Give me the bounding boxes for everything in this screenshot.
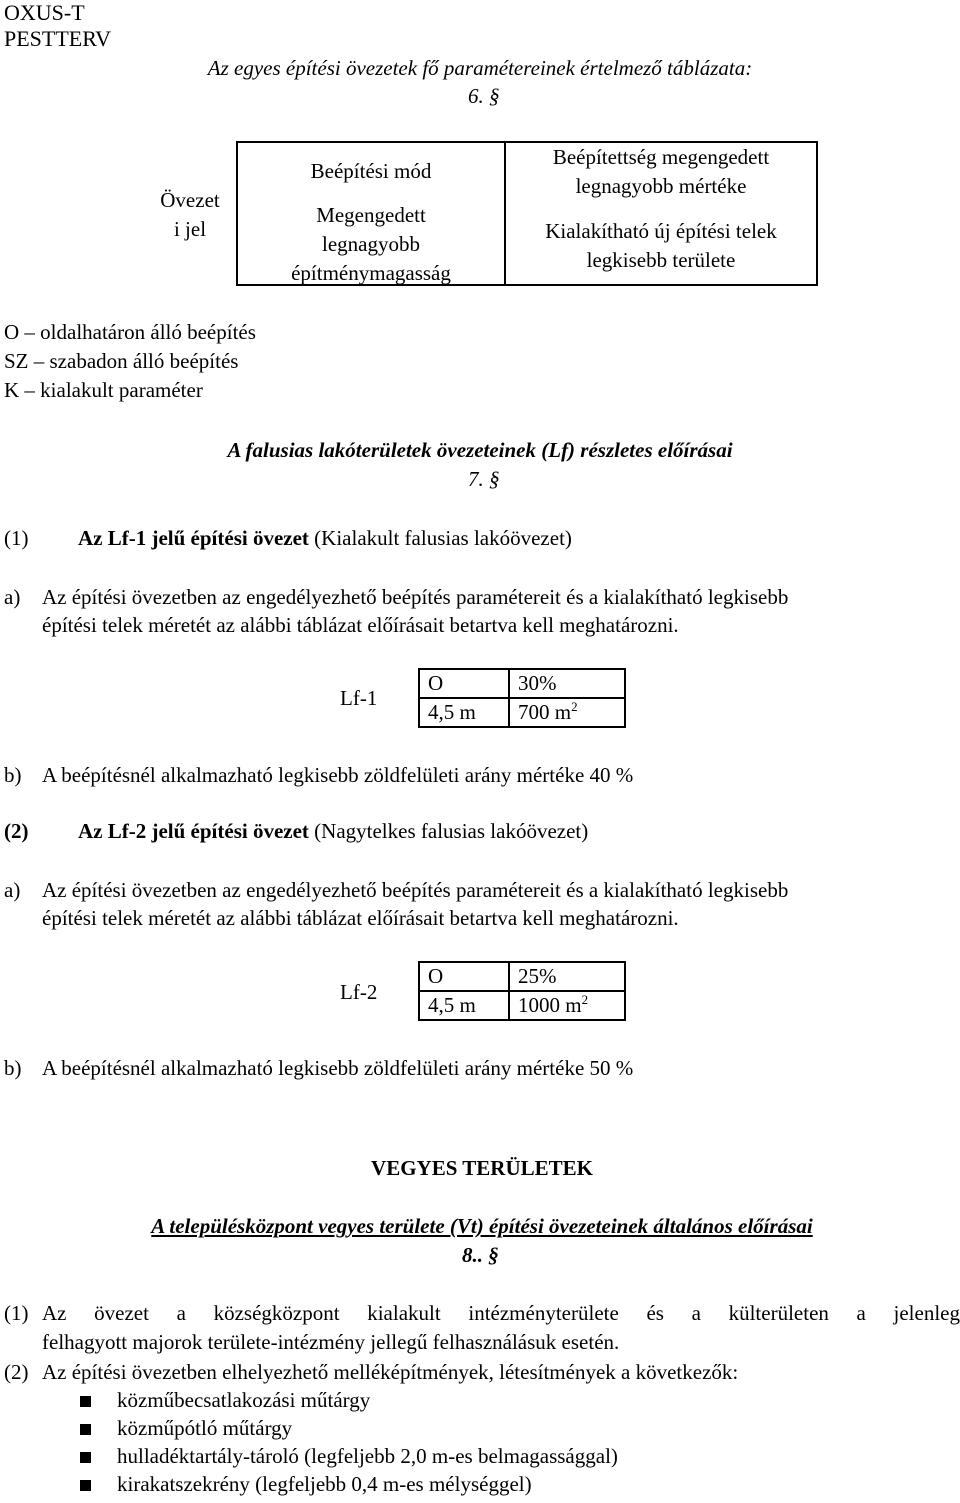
lf2-lot-cell: 1000 $m^2$ [509, 991, 625, 1020]
section-8-marker: 8.. § [462, 1243, 499, 1267]
list-item: kirakatszekrény (legfeljebb 0,4 m-es mélységgel) [117, 1472, 532, 1496]
lf2-coverage-cell: 25% [509, 962, 625, 991]
header-line-1: OXUS-T [4, 0, 85, 25]
lf1-a-line2: építési telek méretét az alábbi táblázat előírásait betartva kell meghatározni. [42, 613, 679, 637]
lf2-a-line2: építési telek méretét az alábbi táblázat előírásait betartva kell meghatározni. [42, 906, 679, 930]
vt-p1-line2: felhagyott majorok területe-intézmény jellegű felhasználásuk esetén. [42, 1330, 620, 1354]
lf2-height-cell: 4,5 m [419, 991, 509, 1020]
min-lot-header: Kialakítható új építési telek legkisebb területe [545, 219, 777, 272]
section-6-marker: 6. § [468, 84, 500, 108]
lf-section-title: A falusias lakóterületek övezeteinek (Lf) részletes előírásai [227, 438, 733, 462]
max-height-header: Megengedett legnagyobb építménymagasság [291, 203, 451, 285]
list-item: közműbecsatlakozási műtárgy [117, 1388, 371, 1412]
lf2-mode-cell: O [419, 962, 509, 991]
vt-p1-number: (1) [4, 1301, 29, 1325]
lf2-param-table [418, 961, 626, 1021]
main-title: Az egyes építési övezetek fő paramétereinek értelmező táblázata: [207, 56, 753, 80]
lf1-mode-cell: O [419, 669, 509, 698]
legend-table [236, 141, 818, 286]
lf1-title: Az Lf-1 jelű építési övezet (Kialakult falusias lakóövezet) [78, 526, 572, 550]
list-item: közműpótló műtárgy [117, 1416, 293, 1440]
lf1-param-table [418, 668, 626, 728]
abbreviation-list [4, 318, 256, 405]
square-bullet-icon [80, 1396, 91, 1407]
lf2-a-line1: Az építési övezetben az engedélyezhető beépítés paramétereit és a kialakítható legkisebb [42, 878, 789, 902]
lf1-height-cell: 4,5 m [419, 698, 509, 727]
lf1-b-text: A beépítésnél alkalmazható legkisebb zöldfelületi arány mértéke 40 % [42, 763, 634, 787]
vt-section-title: A településközpont vegyes területe (Vt) építési övezeteinek általános előírásai [151, 1214, 813, 1238]
lf1-lot-cell: 700 $m^2$ [509, 698, 625, 727]
lf2-number: (2) [4, 819, 29, 843]
lf2-a-label: a) [4, 878, 21, 902]
abbrev-sz: SZ – szabadon álló beépítés [4, 349, 239, 373]
lf1-coverage-cell: 30% [509, 669, 625, 698]
lf1-table-label: Lf-1 [340, 686, 378, 710]
header-line-2: PESTTERV [4, 26, 112, 51]
list-item: hulladéktartály-tároló (legfeljebb 2,0 m-es belmagassággal) [117, 1444, 618, 1468]
vt-p2-number: (2) [4, 1360, 29, 1384]
coverage-header: Beépítettség megengedett legnagyobb mértéke [552, 145, 770, 198]
zone-code-header: Övezet i jel [160, 188, 220, 241]
lf2-table-label: Lf-2 [340, 980, 378, 1004]
square-bullet-icon [80, 1480, 91, 1491]
lf2-title: Az Lf-2 jelű építési övezet (Nagytelkes falusias lakóövezet) [78, 819, 589, 843]
lf2-b-label: b) [4, 1056, 22, 1080]
square-bullet-icon [80, 1424, 91, 1435]
building-mode-header: Beépítési mód [310, 159, 432, 183]
abbrev-o: O – oldalhatáron álló beépítés [4, 320, 256, 344]
mixed-areas-heading: VEGYES TERÜLETEK [371, 1156, 593, 1180]
square-bullet-icon [80, 1452, 91, 1463]
lf1-number: (1) [4, 526, 29, 550]
abbrev-k: K – kialakult paraméter [4, 378, 203, 402]
section-7-marker: 7. § [468, 467, 500, 491]
vt-p2-line1: Az építési övezetben elhelyezhető melléképítmények, létesítmények a következők: [42, 1360, 739, 1384]
lf1-a-label: a) [4, 585, 21, 609]
vt-p1-line1: Az övezet a községközpont kialakult intézményterülete és a külterületen a jelenleg [42, 1301, 960, 1325]
lf1-a-line1: Az építési övezetben az engedélyezhető beépítés paramétereit és a kialakítható legkisebb [42, 585, 789, 609]
lf2-b-text: A beépítésnél alkalmazható legkisebb zöldfelületi arány mértéke 50 % [42, 1056, 634, 1080]
lf1-b-label: b) [4, 763, 22, 787]
